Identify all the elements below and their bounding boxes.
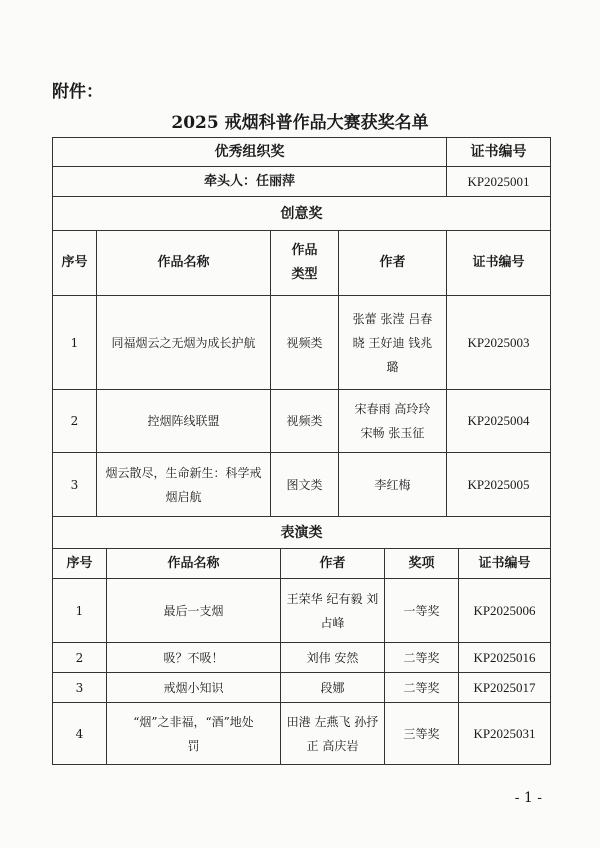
col-cert: 证书编号	[447, 231, 551, 296]
col-no: 序号	[53, 231, 97, 296]
org-award-leader: 牵头人：任丽萍	[53, 167, 447, 197]
row-author: 宋春雨 高玲玲 宋畅 张玉征	[339, 390, 447, 453]
row-name: 戒烟小知识	[107, 673, 281, 703]
row-author: 张蕾 张滢 吕春晓 王好迪 钱兆璐	[339, 296, 447, 390]
performance-award-table	[52, 548, 551, 765]
row-author: 刘伟 安然	[281, 643, 385, 673]
cert-number-header: 证书编号	[447, 138, 551, 167]
creative-header-row	[53, 231, 551, 296]
creative-award-table	[52, 230, 551, 549]
row-award: 二等奖	[385, 643, 459, 673]
performance-section-row	[53, 517, 551, 549]
row-cert: KP2025031	[459, 703, 551, 765]
row-cert: KP2025003	[447, 296, 551, 390]
row-no: 1	[53, 579, 107, 643]
organization-award-table	[52, 137, 551, 231]
row-type: 图文类	[271, 453, 339, 517]
performance-section-title: 表演类	[53, 517, 551, 549]
col-cert: 证书编号	[459, 549, 551, 579]
org-award-row	[53, 167, 551, 197]
row-award: 二等奖	[385, 673, 459, 703]
col-author: 作者	[281, 549, 385, 579]
row-cert: KP2025016	[459, 643, 551, 673]
org-award-label: 优秀组织奖	[53, 138, 447, 167]
col-no: 序号	[53, 549, 107, 579]
row-name: 烟云散尽，生命新生：科学戒烟启航	[97, 453, 271, 517]
row-author: 田港 左燕飞 孙抒正 高庆岩	[281, 703, 385, 765]
table-row	[53, 453, 551, 517]
table-row	[53, 673, 551, 703]
row-name: “烟”之非福，“酒”地处罚	[107, 703, 281, 765]
row-cert: KP2025005	[447, 453, 551, 517]
table-row	[53, 643, 551, 673]
table-row	[53, 579, 551, 643]
creative-section-row	[53, 197, 551, 231]
row-name: 控烟阵线联盟	[97, 390, 271, 453]
row-no: 4	[53, 703, 107, 765]
row-name: 最后一支烟	[107, 579, 281, 643]
performance-header-row	[53, 549, 551, 579]
row-no: 2	[53, 643, 107, 673]
col-name: 作品名称	[97, 231, 271, 296]
col-name: 作品名称	[107, 549, 281, 579]
attachment-label: 附件：	[52, 82, 103, 102]
table-row	[53, 390, 551, 453]
row-type: 视频类	[271, 390, 339, 453]
document-title: 2025 戒烟科普作品大赛获奖名单	[171, 113, 429, 133]
row-type: 视频类	[271, 296, 339, 390]
row-cert: KP2025017	[459, 673, 551, 703]
row-name: 同福烟云之无烟为成长护航	[97, 296, 271, 390]
row-author: 王荣华 纪有毅 刘占峰	[281, 579, 385, 643]
row-cert: KP2025006	[459, 579, 551, 643]
row-no: 3	[53, 453, 97, 517]
org-award-header-row	[53, 138, 551, 167]
row-award: 一等奖	[385, 579, 459, 643]
table-row	[53, 296, 551, 390]
row-no: 1	[53, 296, 97, 390]
table-row	[53, 703, 551, 765]
col-award: 奖项	[385, 549, 459, 579]
col-type: 作品类型	[271, 231, 339, 296]
row-no: 2	[53, 390, 97, 453]
col-author: 作者	[339, 231, 447, 296]
row-cert: KP2025004	[447, 390, 551, 453]
row-author: 李红梅	[339, 453, 447, 517]
row-name: 吸？不吸！	[107, 643, 281, 673]
org-award-cert: KP2025001	[447, 167, 551, 197]
page-number: - 1 -	[514, 790, 542, 806]
creative-section-title: 创意奖	[53, 197, 551, 231]
row-author: 段娜	[281, 673, 385, 703]
row-award: 三等奖	[385, 703, 459, 765]
row-no: 3	[53, 673, 107, 703]
